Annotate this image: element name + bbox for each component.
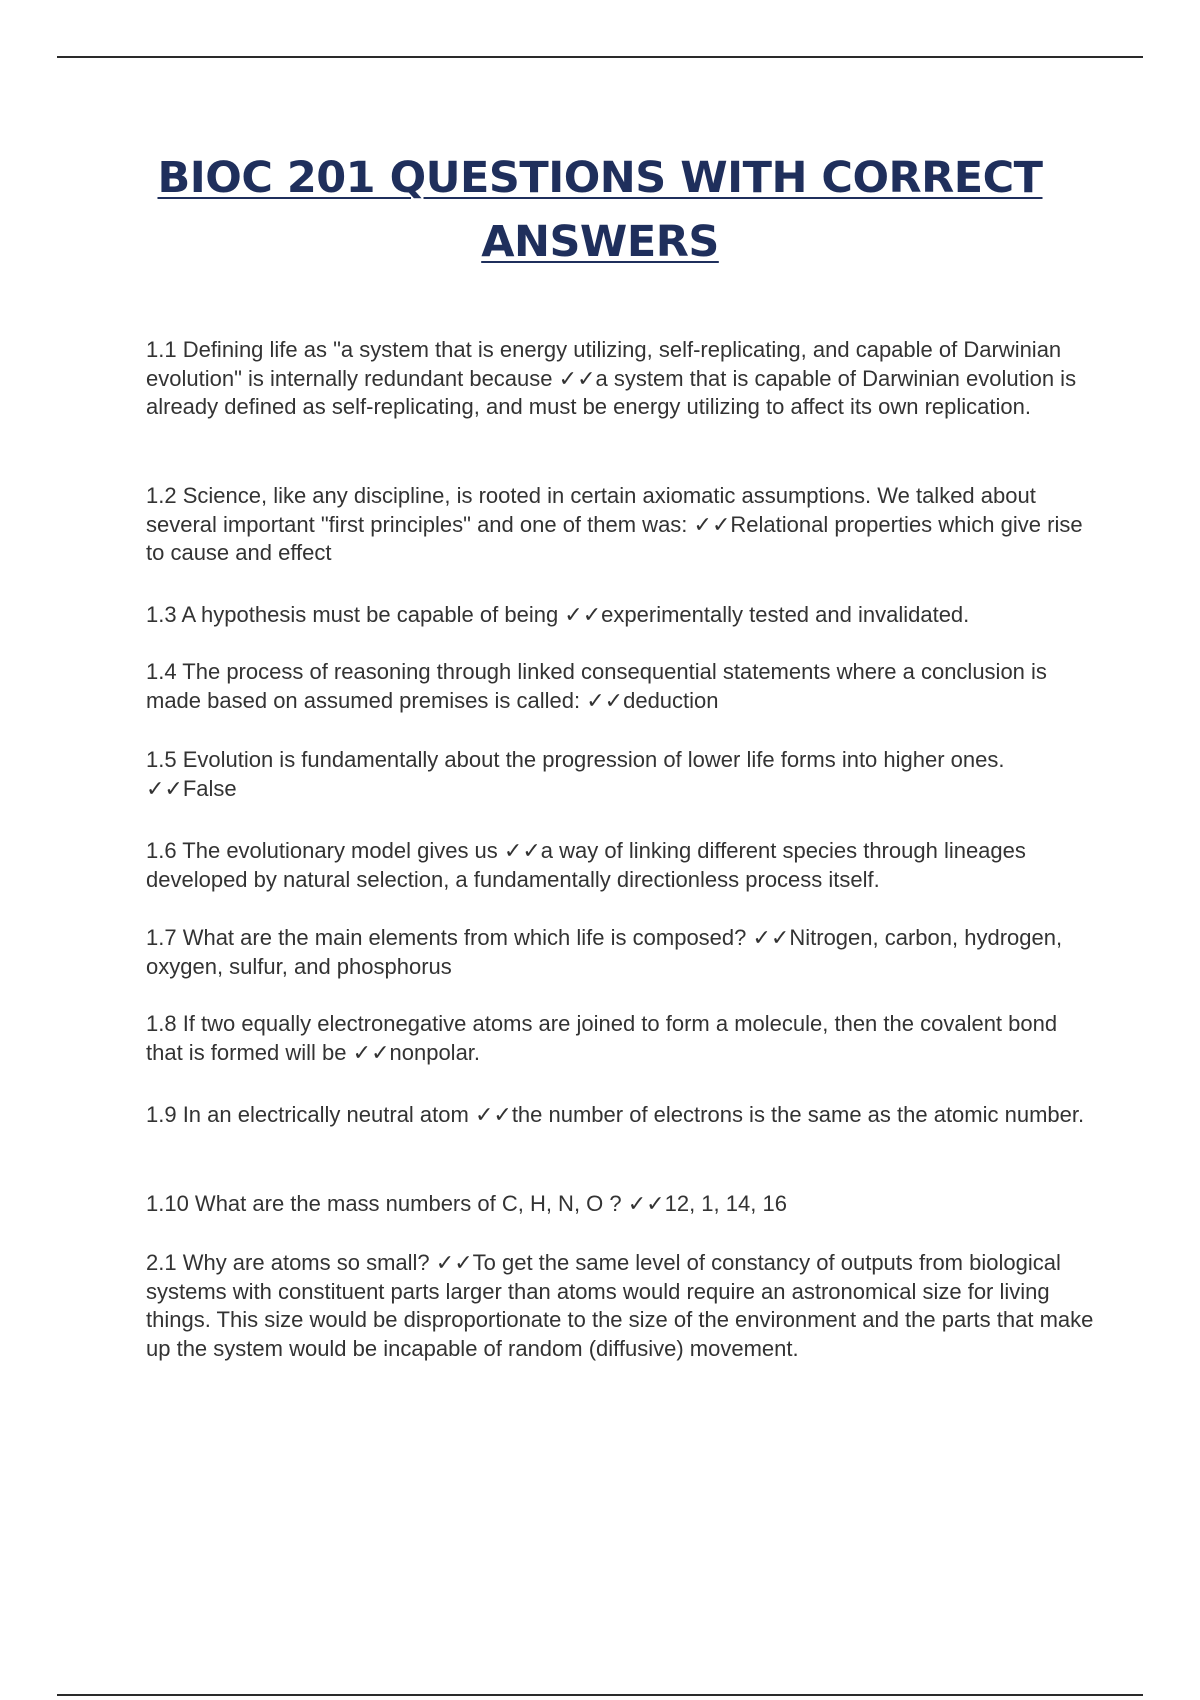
document-title [0,146,1200,274]
question-1-5: 1.5 Evolution is fundamentally about the progression of lower life forms into higher ones. ✓✓False [146,747,1005,801]
question-1-8: 1.8 If two equally electronegative atoms are joined to form a molecule, then the covalent bond that is formed will be ✓✓nonpolar. [146,1011,1058,1065]
question-1-4: 1.4 The process of reasoning through linked consequential statements where a conclusion is made based on assumed premises is called: ✓✓deduction [146,659,1047,713]
question-1-1: 1.1 Defining life as "a system that is energy utilizing, self-replicating, and capable of Darwinian evolution" is internally redundant because ✓✓a system that is capable of Darwinian evolution is already defined as self-replicating, and must be energy utilizing to affect its own replication. [146,337,1077,419]
question-1-6: 1.6 The evolutionary model gives us ✓✓a way of linking different species through lineages developed by natural selection, a fundamentally directionless process itself. [146,838,1026,892]
question-1-9: 1.9 In an electrically neutral atom ✓✓the number of electrons is the same as the atomic number. [146,1102,1085,1127]
question-2-1: 2.1 Why are atoms so small? ✓✓To get the same level of constancy of outputs from biological systems with constituent parts larger than atoms would require an astronomical size for living things. This size would be disproportionate to the size of the environment and the parts that make up the system would be incapable of random (diffusive) movement. [146,1250,1094,1361]
question-1-7: 1.7 What are the main elements from which life is composed? ✓✓Nitrogen, carbon, hydrogen, oxygen, sulfur, and phosphorus [146,925,1063,979]
top-rule [57,56,1143,58]
title-line-1: BIOC 201 QUESTIONS WITH CORRECT [157,153,1043,203]
title-line-2: ANSWERS [481,217,719,267]
question-1-3: 1.3 A hypothesis must be capable of being ✓✓experimentally tested and invalidated. [146,602,970,627]
question-1-10: 1.10 What are the mass numbers of C, H, N, O ? ✓✓12, 1, 14, 16 [146,1191,787,1216]
bottom-rule [57,1694,1143,1696]
question-1-2: 1.2 Science, like any discipline, is rooted in certain axiomatic assumptions. We talked about several important "first principles" and one of them was: ✓✓Relational properties which give rise to cause and effect [146,483,1083,565]
